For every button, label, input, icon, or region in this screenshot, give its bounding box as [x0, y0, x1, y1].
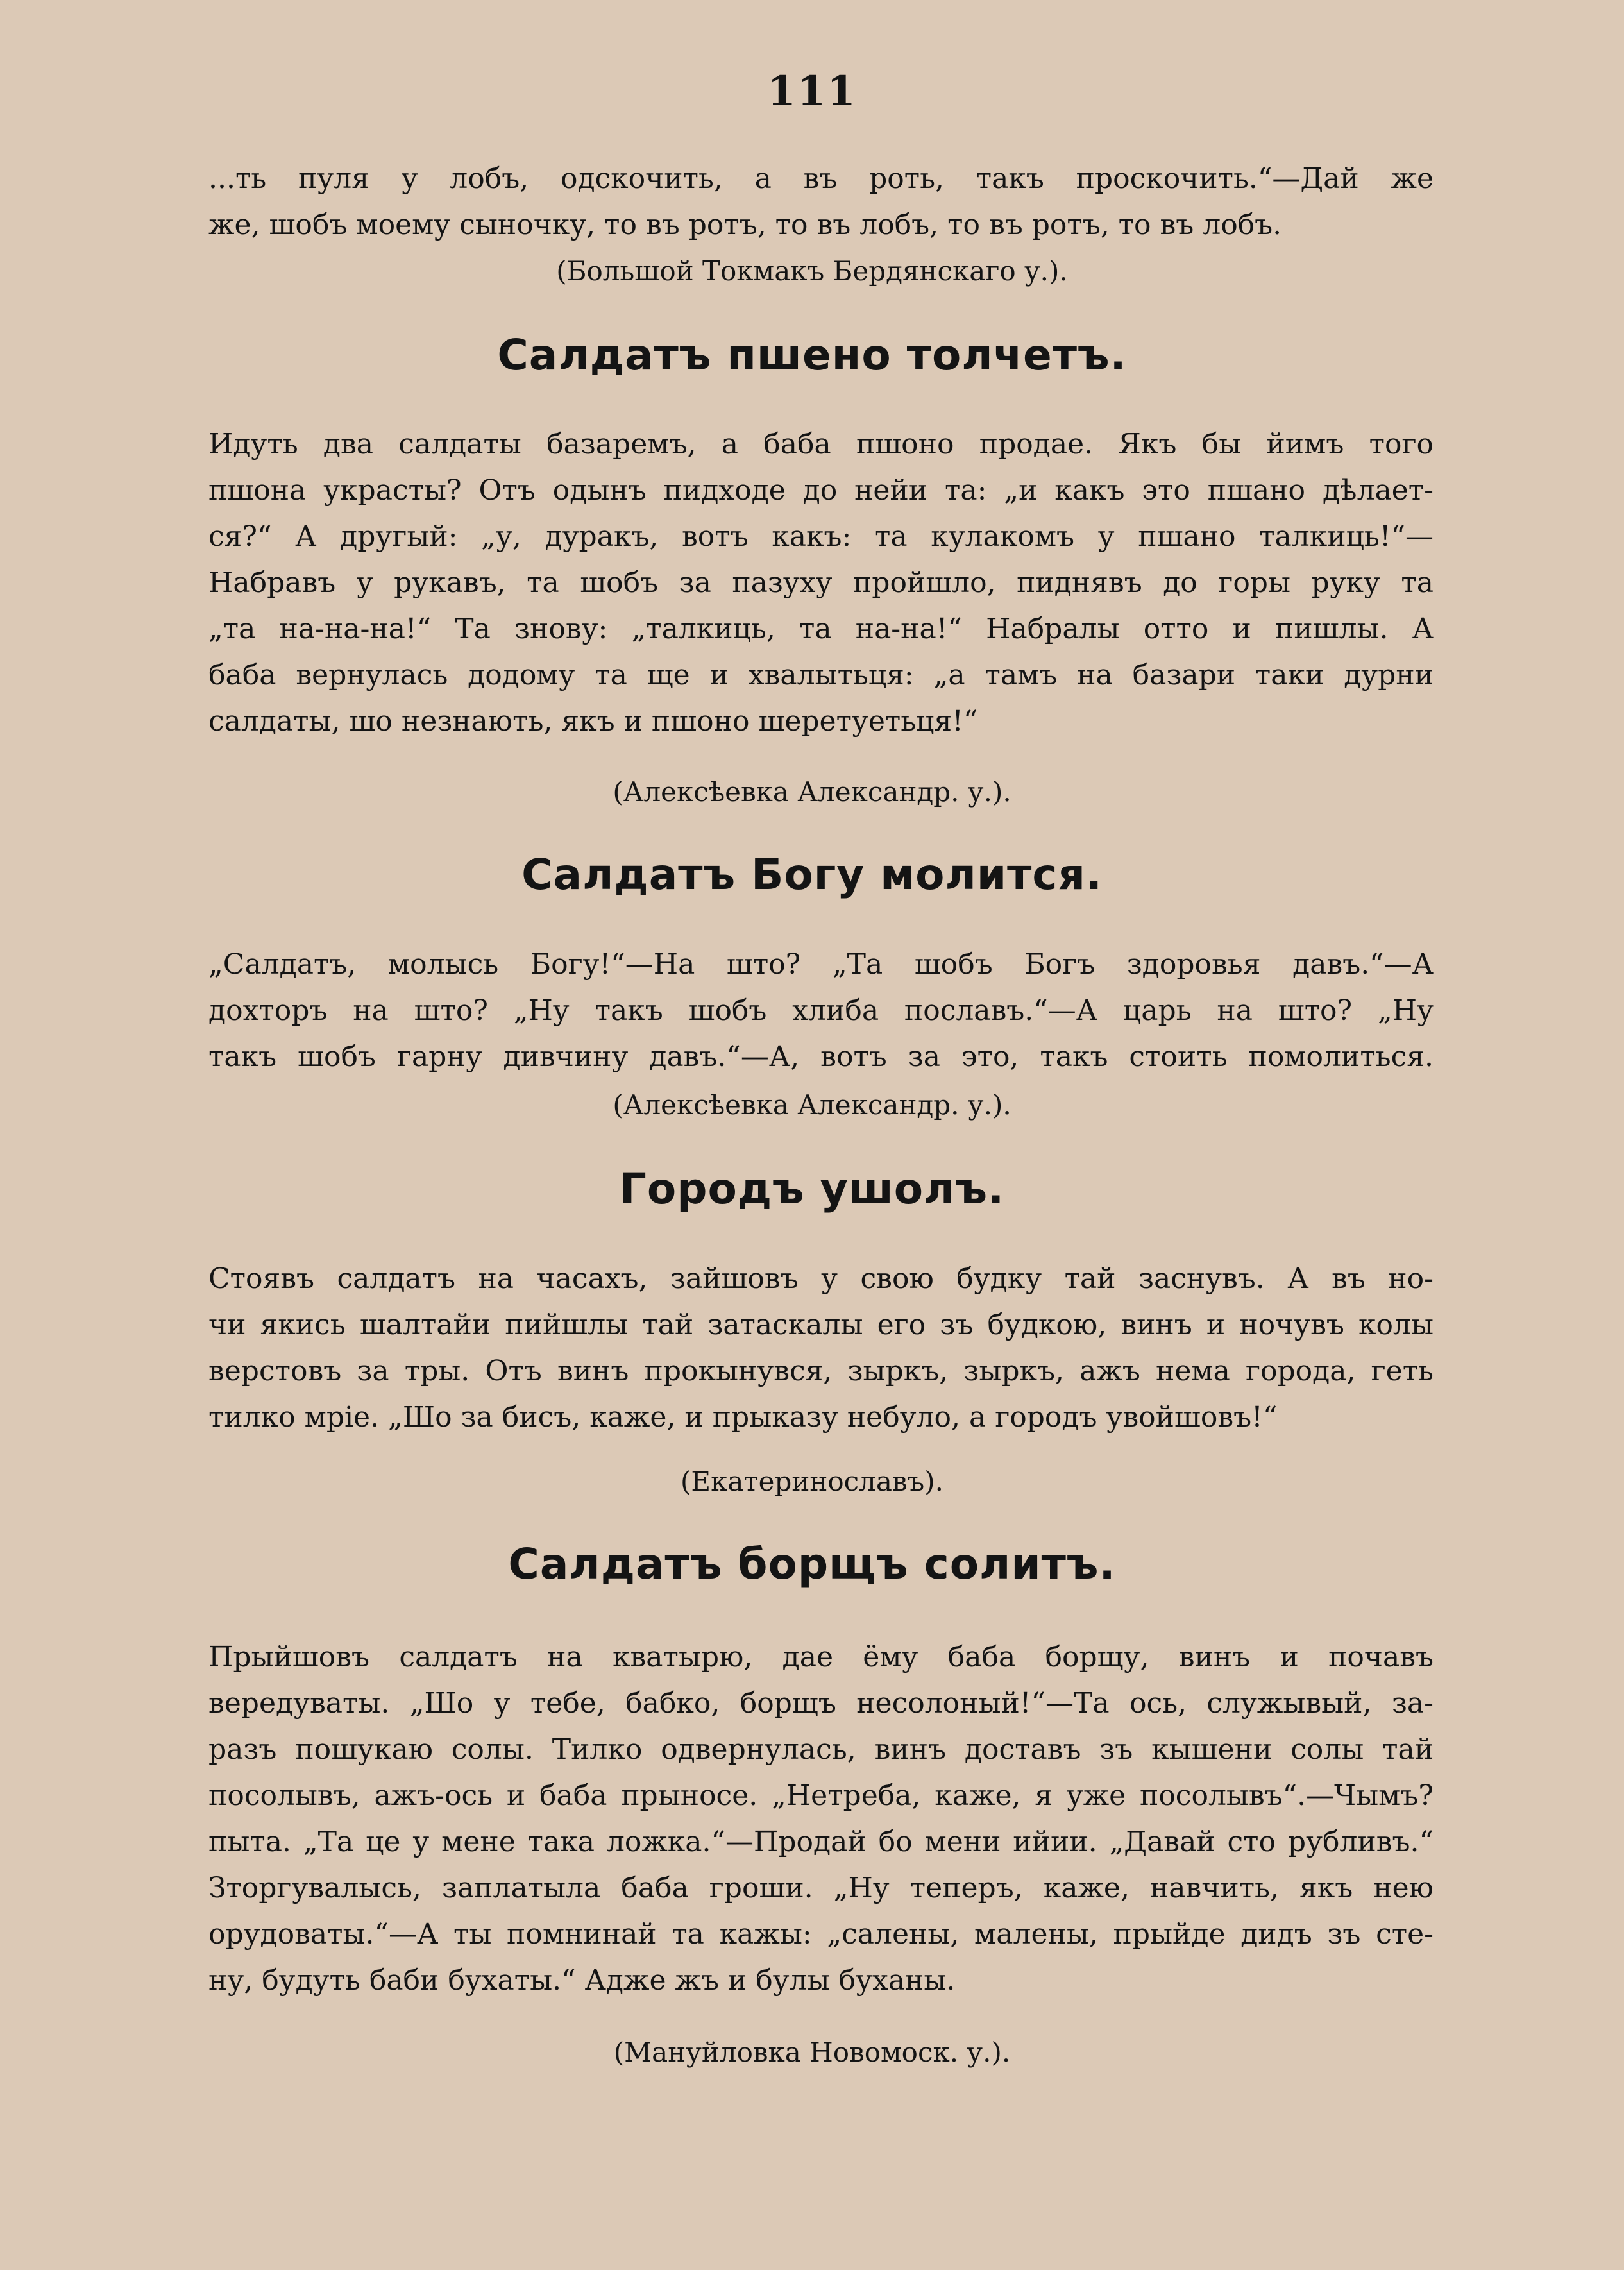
text-line: ну, будуть баби бухаты.“ Адже жъ и булы буханы. [208, 1964, 956, 1997]
text-line: ...ть пуля у лобъ, одскочить, а въ роть, такъ проскочить.“—Дай же [208, 162, 1434, 195]
text-line: дохторъ на што? „Ну такъ шобъ хлиба пославъ.“—А царь на што? „Ну [208, 994, 1434, 1027]
text-line: Идуть два салдаты базаремъ, а баба пшоно продае. Якъ бы йимъ того [208, 428, 1434, 461]
text-line: же, шобъ моему сыночку, то въ ротъ, то въ лобъ, то въ ротъ, то въ лобъ. [208, 208, 1282, 241]
text-line: Прыйшовъ салдатъ на кватырю, дае ёму баба борщу, винъ и почавъ [208, 1641, 1434, 1673]
section-title-pshono: Салдатъ пшено толчетъ. [497, 330, 1127, 380]
text-line: Зторгувалысь, заплатыла баба гроши. „Ну теперъ, каже, навчить, якъ нею [208, 1872, 1434, 1904]
intro-paragraph [208, 156, 1434, 248]
page-number: 111 [767, 67, 857, 115]
section-title-bogu: Салдатъ Богу молится. [521, 850, 1103, 899]
text-line: салдаты, шо незнають, якъ и пшоно шеретуетьця!“ [208, 705, 978, 738]
section-source-gorod: (Екатеринославъ). [681, 1466, 943, 1497]
section-source-borsch: (Мануйловка Новомоск. у.). [613, 2037, 1011, 2068]
text-line: баба вернулась додому та ще и хвалытьця: „а тамъ на базари таки дурни [208, 659, 1434, 691]
section-source-bogu: (Алексѣевка Александр. у.). [613, 1089, 1011, 1121]
section-text-gorod [208, 1256, 1434, 1441]
section-source-pshono: (Алексѣевка Александр. у.). [613, 776, 1011, 808]
section-text-pshono [208, 421, 1434, 745]
text-line: орудоваты.“—А ты помнинай та кажы: „салены, малены, прыйде дидъ зъ сте- [208, 1918, 1434, 1951]
text-line: „Салдатъ, молысь Богу!“—На што? „Та шобъ Богъ здоровья давъ.“—А [208, 948, 1434, 981]
text-line: верстовъ за тры. Отъ винъ прокынувся, зыркъ, зыркъ, ажъ нема города, геть [208, 1355, 1434, 1387]
text-line: „та на-на-на!“ Та знову: „талкиць, та на-на!“ Набралы отто и пишлы. А [208, 613, 1434, 645]
text-line: такъ шобъ гарну дивчину давъ.“—А, вотъ за это, такъ стоить помолиться. [208, 1040, 1434, 1073]
text-line: Набравъ у рукавъ, та шобъ за пазуху пройшло, пиднявъ до горы руку та [208, 566, 1434, 599]
text-line: чи якись шалтайи пийшлы тай затаскалы его зъ будкою, винъ и ночувъ колы [208, 1309, 1434, 1341]
text-line: пыта. „Та це у мене така ложка.“—Продай бо мени ийии. „Давай сто рубливъ.“ [208, 1825, 1434, 1858]
intro-source: (Большой Токмакъ Бердянскаго у.). [556, 255, 1068, 287]
text-line: разъ пошукаю солы. Тилко одвернулась, винъ доставъ зъ кышени солы тай [208, 1733, 1434, 1766]
text-line: вередуваты. „Шо у тебе, бабко, борщъ несолоный!“—Та ось, служывый, за- [208, 1687, 1434, 1720]
section-title-borsch: Салдатъ борщъ солитъ. [508, 1539, 1116, 1589]
text-line: посолывъ, ажъ-ось и баба прыносе. „Нетреба, каже, я уже посолывъ“.—Чымъ? [208, 1779, 1434, 1812]
section-text-bogu [208, 942, 1434, 1080]
section-text-borsch [208, 1634, 1434, 2004]
text-line: пшона украсты? Отъ одынъ пидходе до нейи та: „и какъ это пшано дѣлает- [208, 474, 1434, 507]
section-title-gorod: Городъ ушолъ. [619, 1164, 1005, 1214]
text-line: Стоявъ салдатъ на часахъ, зайшовъ у свою будку тай заснувъ. А въ но- [208, 1262, 1434, 1295]
text-line: тилко мріе. „Шо за бисъ, каже, и прыказу небуло, а городъ увойшовъ!“ [208, 1401, 1278, 1434]
text-line: ся?“ А другый: „у, дуракъ, вотъ какъ: та кулакомъ у пшано талкиць!“— [208, 520, 1434, 553]
